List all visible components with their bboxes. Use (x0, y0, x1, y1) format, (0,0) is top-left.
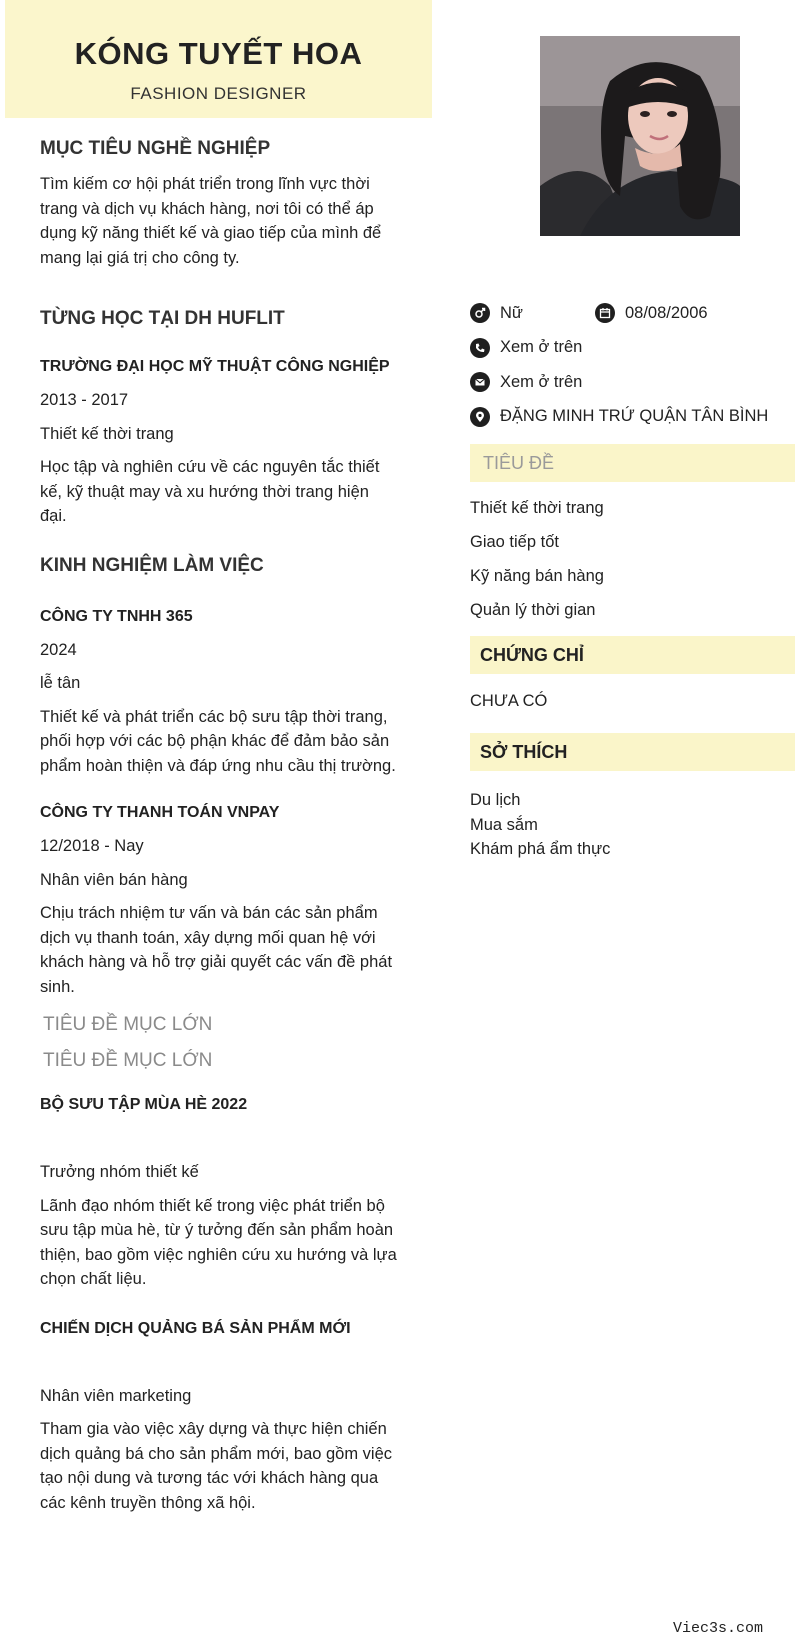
header-banner (5, 0, 432, 118)
dob-value: 08/08/2006 (625, 303, 708, 322)
job-title: FASHION DESIGNER (130, 84, 307, 103)
job-entry (40, 804, 400, 999)
company-name: CÔNG TY THANH TOÁN VNPAY (40, 804, 280, 821)
gender-value: Nữ (500, 303, 523, 322)
phone-row (470, 331, 795, 366)
address-value: ĐẶNG MINH TRỨ QUẬN TÂN BÌNH (500, 407, 769, 426)
project-entry (40, 1096, 400, 1292)
project-role: Trưởng nhóm thiết kế (40, 1163, 199, 1181)
certificate-item: CHƯA CÓ (470, 692, 548, 710)
gender-dob-row (470, 296, 795, 331)
objective-heading: MỤC TIÊU NGHỀ NGHIỆP (40, 138, 271, 159)
skill-item: Kỹ năng bán hàng (470, 567, 604, 585)
hobbies-list (470, 788, 795, 862)
education-description: Học tập và nghiên cứu về các nguyên tắc thiết kế, kỹ thuật may và xu hướng thời trang hiện đại. (40, 458, 380, 525)
job-entry (40, 608, 400, 779)
placeholder-section-heading: TIÊU ĐỀ MỤC LỚN (43, 1050, 213, 1071)
email-icon (470, 372, 490, 392)
candidate-name: KÓNG TUYẾT HOA (74, 36, 363, 71)
job-period: 12/2018 - Nay (40, 837, 144, 855)
job-period: 2024 (40, 640, 77, 659)
location-icon (470, 407, 490, 427)
job-description: Thiết kế và phát triển các bộ sưu tập thời trang, phối hợp với các bộ phận khác để đảm bảo sản phẩm hoàn thiện và đáp ứng nhu cầu thị trường. (40, 707, 396, 775)
skills-heading: TIÊU ĐỀ (470, 444, 795, 482)
hobby-item: Mua sắm (470, 815, 538, 834)
job-role: lễ tân (40, 674, 81, 692)
right-column (470, 296, 795, 862)
hobbies-heading: SỞ THÍCH (470, 733, 795, 771)
project-title: BỘ SƯU TẬP MÙA HÈ 2022 (40, 1096, 248, 1113)
project-description: Tham gia vào việc xây dựng và thực hiện chiến dịch quảng bá cho sản phẩm mới, bao gồm việc tạo nội dung và tương tác với khách hàng qua các kênh truyền thông xã hội. (40, 1420, 393, 1512)
profile-photo (540, 36, 740, 236)
experience-heading: KINH NGHIỆM LÀM VIỆC (40, 554, 264, 576)
gender-icon (470, 303, 490, 323)
calendar-icon (595, 303, 615, 323)
left-column (40, 138, 400, 1515)
certificates-heading: CHỨNG CHỈ (470, 636, 795, 674)
project-role: Nhân viên marketing (40, 1386, 192, 1405)
skill-item: Giao tiếp tốt (470, 533, 559, 551)
skill-item: Quản lý thời gian (470, 601, 596, 619)
job-description: Chịu trách nhiệm tư vấn và bán các sản phẩm dịch vụ thanh toán, xây dựng mối quan hệ với khách hàng và hỗ trợ giải quyết các vấn đề phát sinh. (40, 904, 393, 996)
education-heading: TỪNG HỌC TẠI DH HUFLIT (40, 308, 285, 329)
school-name: TRƯỜNG ĐẠI HỌC MỸ THUẬT CÔNG NGHIỆP (40, 358, 390, 375)
education-years: 2013 - 2017 (40, 391, 129, 409)
placeholder-section-heading: TIÊU ĐỀ MỤC LỚN (43, 1014, 213, 1035)
job-role: Nhân viên bán hàng (40, 870, 188, 889)
skills-list (470, 499, 795, 620)
email-row (470, 365, 795, 400)
hobby-item: Khám phá ẩm thực (470, 840, 611, 858)
project-description: Lãnh đạo nhóm thiết kế trong việc phát triển bộ sưu tập mùa hè, từ ý tưởng đến sản phẩm hoàn thiện, bao gồm việc nghiên cứu xu hướng và lựa chọn chất liệu. (40, 1196, 397, 1288)
email-value: Xem ở trên (500, 372, 583, 391)
education-major: Thiết kế thời trang (40, 424, 174, 443)
project-title: CHIẾN DỊCH QUẢNG BÁ SẢN PHẨM MỚI (40, 1319, 351, 1337)
hobby-item: Du lịch (470, 791, 521, 809)
phone-value: Xem ở trên (500, 338, 583, 357)
objective-text: Tìm kiếm cơ hội phát triển trong lĩnh vực thời trang và dịch vụ khách hàng, nơi tôi có thể áp dụng kỹ năng thiết kế và giao tiếp của mình để mang lại giá trị cho công ty. (40, 175, 382, 267)
project-entry (40, 1320, 400, 1516)
skill-item: Thiết kế thời trang (470, 499, 604, 517)
company-name: CÔNG TY TNHH 365 (40, 607, 193, 625)
phone-icon (470, 338, 490, 358)
address-row (470, 400, 795, 435)
site-watermark: Viec3s.com (673, 1620, 764, 1637)
